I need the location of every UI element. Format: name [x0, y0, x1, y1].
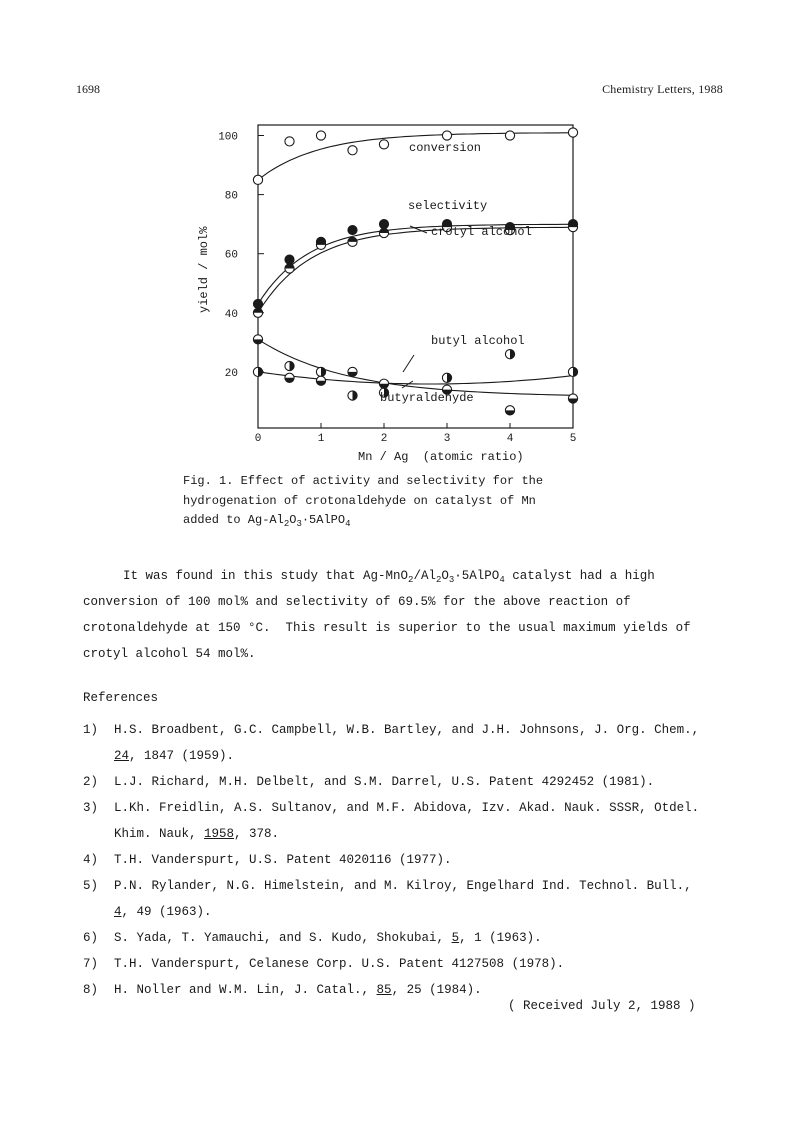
figure-caption: [183, 472, 603, 531]
marker-crotyl-alcohol: [285, 264, 294, 273]
journal-title: Chemistry Letters, 1988: [602, 82, 723, 96]
x-tick-label: 5: [569, 433, 577, 445]
marker-butyraldehyde: [568, 394, 577, 403]
marker-outline: [253, 175, 262, 184]
marker-butyl-alcohol: [505, 350, 514, 359]
marker-butyl-alcohol: [442, 373, 451, 382]
marker-crotyl-alcohol: [316, 240, 325, 249]
references-list: [83, 717, 743, 1003]
marker-fill: [253, 299, 262, 308]
marker-crotyl-alcohol: [568, 223, 577, 232]
marker-butyraldehyde: [379, 379, 388, 388]
reference-4: 4) T.H. Vanderspurt, U.S. Patent 4020116 (1977).: [83, 853, 452, 867]
x-tick-label: 0: [254, 433, 262, 445]
marker-conversion: [253, 175, 262, 184]
y-tick-label: 100: [218, 131, 238, 144]
body-line-4: crotyl alcohol 54 mol%.: [83, 647, 256, 661]
caption-line-2: hydrogenation of crotonaldehyde on catalyst of Mn: [183, 493, 536, 508]
marker-outline: [379, 140, 388, 149]
body-paragraph: [83, 563, 723, 667]
curve-butyl-alcohol: [258, 372, 573, 384]
marker-conversion: [316, 131, 325, 140]
figure-chart: [0, 0, 793, 470]
marker-crotyl-alcohol: [348, 237, 357, 246]
marker-butyl-alcohol: [316, 367, 325, 376]
marker-outline: [285, 137, 294, 146]
marker-selectivity: [379, 220, 388, 229]
reference-1: 1) H.S. Broadbent, G.C. Campbell, W.B. Bartley, and J.H. Johnsons, J. Org. Chem., 24, 1847 (1959).: [83, 723, 700, 763]
marker-crotyl-alcohol: [253, 308, 262, 317]
marker-butyl-alcohol: [253, 367, 262, 376]
y-tick-label: 60: [224, 249, 238, 262]
body-line-3: crotonaldehyde at 150 °C. This result is superior to the usual maximum yields of: [83, 621, 691, 635]
reference-2: 2) L.J. Richard, M.H. Delbelt, and S.M. Darrel, U.S. Patent 4292452 (1981).: [83, 775, 655, 789]
label-butyl-alcohol: butyl alcohol: [431, 334, 525, 348]
data-markers: [253, 128, 577, 415]
marker-conversion: [348, 146, 357, 155]
marker-outline: [316, 131, 325, 140]
marker-conversion: [285, 137, 294, 146]
marker-conversion: [379, 140, 388, 149]
marker-conversion: [568, 128, 577, 137]
reference-7: 7) T.H. Vanderspurt, Celanese Corp. U.S. Patent 4127508 (1978).: [83, 957, 565, 971]
marker-outline: [505, 131, 514, 140]
marker-conversion: [442, 131, 451, 140]
marker-fill: [379, 220, 388, 229]
annotation-leaders: [402, 226, 427, 388]
marker-selectivity: [285, 255, 294, 264]
marker-selectivity: [348, 225, 357, 234]
marker-selectivity: [253, 299, 262, 308]
y-tick-label: 80: [224, 190, 238, 203]
caption-line-3: added to $Ag-Al_2O_3\cdot 5AlPO_4$: [183, 513, 351, 529]
marker-butyl-alcohol: [285, 361, 294, 370]
references-heading: References: [83, 691, 159, 705]
curve-butyraldehyde: [258, 339, 573, 395]
marker-butyraldehyde: [348, 367, 357, 376]
x-tick-label: 2: [380, 433, 388, 445]
marker-fill: [348, 225, 357, 234]
marker-outline: [442, 131, 451, 140]
body-line-2: conversion of 100 mol% and selectivity of 69.5% for the above reaction of: [83, 595, 631, 609]
fitted-curves: [258, 133, 573, 396]
y-tick-label: 20: [224, 367, 238, 380]
marker-outline: [348, 146, 357, 155]
curve-crotyl-alcohol: [258, 227, 573, 312]
butyl-leader: [403, 355, 414, 372]
marker-crotyl-alcohol: [379, 228, 388, 237]
marker-butyl-alcohol: [348, 391, 357, 400]
marker-butyraldehyde: [505, 406, 514, 415]
reference-8: 8) H. Noller and W.M. Lin, J. Catal., 85, 25 (1984).: [83, 983, 482, 997]
reference-5: 5) P.N. Rylander, N.G. Himelstein, and M. Kilroy, Engelhard Ind. Technol. Bull., 4, 49 (1963).: [83, 879, 692, 919]
caption-line-1: Fig. 1. Effect of activity and selectivity for the: [183, 474, 544, 488]
curve-conversion: [258, 133, 573, 180]
x-axis-label: Mn / Ag (atomic ratio): [358, 450, 524, 464]
body-line-1: It was found in this study that $Ag-MnO_2/Al_2O_3\cdot 5AlPO_4$ catalyst had a high: [123, 569, 655, 585]
page-number: 1698: [76, 82, 100, 96]
y-tick-label: 40: [224, 308, 238, 321]
label-selectivity: selectivity: [408, 199, 488, 213]
x-tick-label: 1: [317, 433, 325, 445]
x-tick-label: 4: [506, 433, 514, 445]
label-conversion: conversion: [409, 141, 482, 155]
marker-outline: [568, 128, 577, 137]
reference-3: 3) L.Kh. Freidlin, A.S. Sultanov, and M.F. Abidova, Izv. Akad. Nauk. SSSR, Otdel. Khim. Nauk, 1958, 378.: [83, 801, 700, 841]
marker-butyl-alcohol: [568, 367, 577, 376]
reference-6: 6) S. Yada, T. Yamauchi, and S. Kudo, Shokubai, 5, 1 (1963).: [83, 931, 542, 945]
marker-butyraldehyde: [285, 373, 294, 382]
label-butyraldehyde: butyraldehyde: [380, 391, 474, 405]
received-date: ( Received July 2, 1988 ): [508, 999, 696, 1013]
marker-butyraldehyde: [316, 376, 325, 385]
plot-frame: [258, 125, 573, 428]
marker-butyraldehyde: [253, 335, 262, 344]
label-crotyl-alcohol: crotyl alcohol: [431, 225, 532, 239]
y-axis-label: yield / mol%: [197, 226, 211, 313]
marker-conversion: [505, 131, 514, 140]
marker-fill: [285, 255, 294, 264]
x-tick-label: 3: [443, 433, 451, 445]
